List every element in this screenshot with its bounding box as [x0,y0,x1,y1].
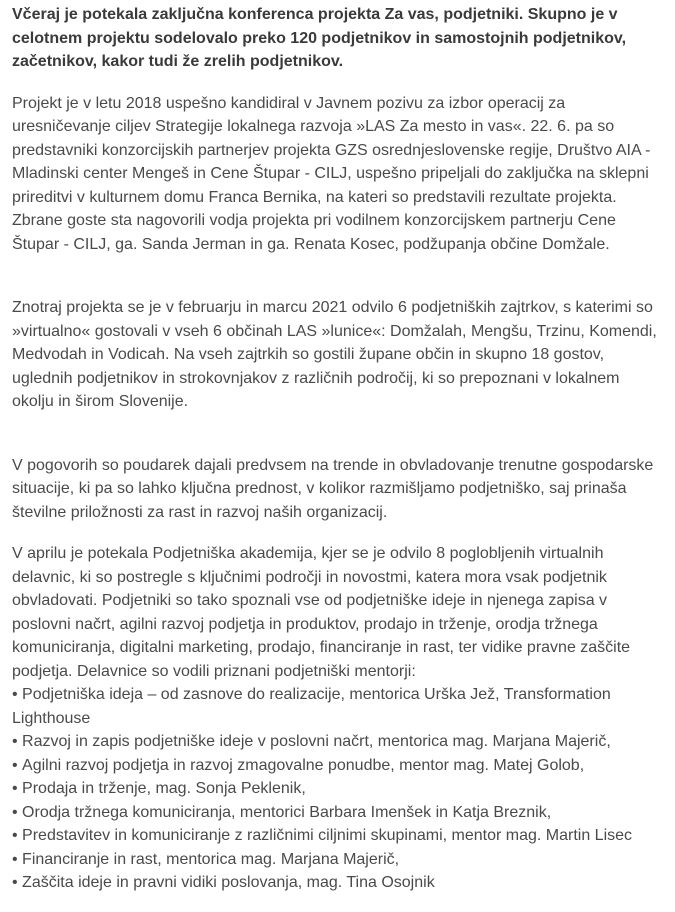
list-item: • Predstavitev in komuniciranje z različnimi ciljnimi skupinami, mentor mag. Martin Lisec [12,824,662,848]
paragraph-project-history: Projekt je v letu 2018 uspešno kandidiral v Javnem pozivu za izbor operacij za uresničevanje ciljev Strategije lokalnega razvoja »LAS Za mesto in vas«. 22. 6. pa so predstavniki konzorcijskih partnerjev projekta GZS osrednjeslovenske regije, Društvo AIA - Mladinski center Mengeš in Cene Štupar - CILJ, uspešno pripeljali do zaključka na sklepni prireditvi v kulturnem domu Franca Bernika, na kateri so predstavili rezultate projekta. Zbrane goste sta nagovorili vodja projekta pri vodilnem konzorcijskem partnerju Cene Štupar - CILJ, ga. Sanda Jerman in ga. Renata Kosec, podžupanja občine Domžale. [12,94,651,253]
article-body [0,3,662,895]
list-item: • Orodja tržnega komuniciranja, mentorici Barbara Imenšek in Katja Breznik, [12,801,662,825]
list-item: • Razvoj in zapis podjetniške ideje v poslovni načrt, mentorica mag. Marjana Majerič, [12,730,662,754]
article-lead: Včeraj je potekala zaključna konferenca projekta Za vas, podjetniki. Skupno je v celotnem projektu sodelovalo preko 120 podjetnikov in samostojnih podjetnikov, začetnikov, kakor tudi že zrelih podjetnikov. [12,6,627,70]
paragraph-academy: V aprilu je potekala Podjetniška akademija, kjer se je odvilo 8 poglobljenih virtualnih delavnic, ki so postregle s ključnimi področji in novostmi, katera mora vsak podjetnik obvladovati. Podjetniki so tako spoznali vse od podjetniške ideje in njenega zapisa v poslovni načrt, agilni razvoj podjetja in produktov, prodajo in trženje, orodja tržnega komuniciranja, digitalni marketing, prodajo, financiranje in rast, ter vidike pravne zaščite podjetja. Delavnice so vodili priznani podjetniški mentorji: [12,545,631,680]
paragraph-business-breakfasts: Znotraj projekta se je v februarju in marcu 2021 odvilo 6 podjetniških zajtrkov, s katerimi so »virtualno« gostovali v vseh 6 občinah LAS »lunice«: Domžalah, Mengšu, Trzinu, Komendi, Medvodah in Vodicah. Na vseh zajtrkih so gostili župane občin in skupno 18 gostov, uglednih podjetnikov in strokovnjakov z različnih področij, ki so prepoznani v lokalnem okolju in širom Slovenije. [12,299,657,410]
list-item: • Prodaja in trženje, mag. Sonja Peklenik, [12,777,662,801]
list-item: • Zaščita ideje in pravni vidiki poslovanja, mag. Tina Osojnik [12,871,662,895]
list-item: • Financiranje in rast, mentorica mag. Marjana Majerič, [12,848,662,872]
paragraph-discussion-focus: V pogovorih so poudarek dajali predvsem na trende in obvladovanje trenutne gospodarske situacije, ki pa so lahko ključna prednost, v kolikor razmišljamo podjetniško, saj prinaša številne priložnosti za rast in razvoj naših organizacij. [12,456,654,521]
list-item: • Podjetniška ideja – od zasnove do realizacije, mentorica Urška Jež, Transformation Lighthouse [12,683,662,730]
list-item: • Agilni razvoj podjetja in razvoj zmagovalne ponudbe, mentor mag. Matej Golob, [12,754,662,778]
workshop-list [12,683,662,895]
